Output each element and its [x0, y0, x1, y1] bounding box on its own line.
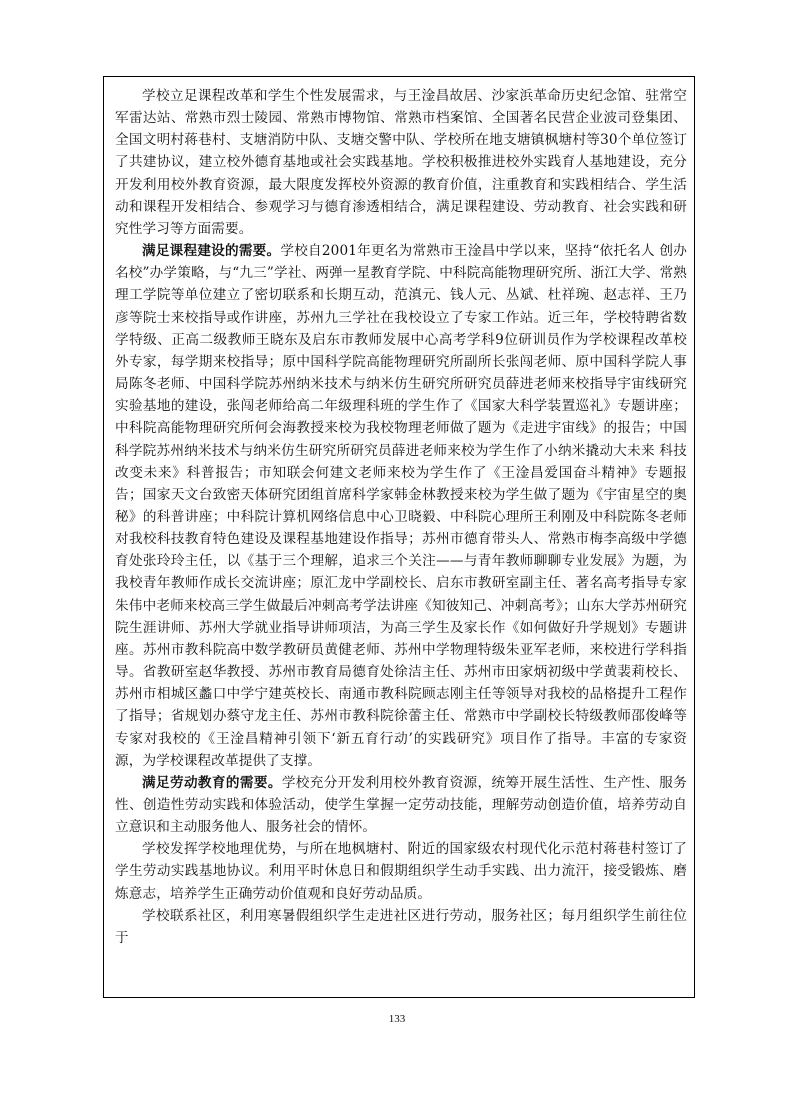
page-number: 133 [388, 1013, 406, 1025]
paragraph-text: 学校联系社区，利用寒暑假组织学生走进社区进行劳动，服务社区；每月组织学生前往位于 [115, 907, 687, 946]
paragraph-lead-heading: 满足课程建设的需要。 [142, 243, 281, 260]
paragraph-text: 学校充分开发利用校外教育资源，统筹开展生活性、生产性、服务性、创造性劳动实践和体验活动，使学生掌握一定劳动技能，理解劳动创造价值，培养劳动自立意识和主动服务他人、服务社会的情怀。 [115, 774, 687, 836]
paragraph-text: 学校自2001年更名为常熟市王淦昌中学以来，坚持“依托名人 创办名校”办学策略，与“九三”学社、两弹一星教育学院、中科院高能物理研究所、浙江大学、常熟理工学院等单位建立了密切联系和长期互动，范滇元、钱人元、丛斌、杜祥琬、赵志祥、王乃彦等院士来校指导或作讲座，苏州九三学社在我校设立了专家工作站。近三年，学校特聘省数学特级、正高二级教师王晓东及启东市教师发展中心高考学科9位研训员作为学校课程改革校外专家，每学期来校指导；原中国科学院高能物理研究所副所长张闯老师、原中国科学院人事局陈冬老师、中国科学院苏州纳米技术与纳米仿生研究所研究员薛进老师来校指导宇宙线研究实验基地的建设，张闯老师给高二年级理科班的学生作了《国家大科学装置巡礼》专题讲座；中科院高能物理研究所何会海教授来校为我校物理老师做了题为《走进宇宙线》的报告；中国科学院苏州纳米技术与纳米仿生研究所研究员薛进老师来校为学生作了小纳米撬动大未来 科技改变未来》科普报告；市知联会何建文老师来校为学生作了《王淦昌爱国奋斗精神》专题报告；国家天文台致密天体研究团组首席科学家韩金林教授来校为学生做了题为《宇宙星空的奥秘》的科普讲座；中科院计算机网络信息中心卫晓毅、中科院心理所王利刚及中科院陈冬老师对我校科技教育特色建设及课程基地建设作指导；苏州市德育带头人、常熟市梅李高级中学德育处张玲玲主任，以《基于三个理解，追求三个关注——与青年教师聊聊专业发展》为题，为我校青年教师作成长交流讲座；原汇龙中学副校长、启东市教研室副主任、著名高考指导专家朱伟中老师来校高三学生做最后冲刺高考学法讲座《知彼知己、冲刺高考》；山东大学苏州研究院生涯讲师、苏州大学就业指导讲师项洁，为高三学生及家长作《如何做好升学规划》专题讲座。苏州市教科院高中数学教研员黄健老师、苏州中学物理特级朱亚军老师，来校进行学科指导。省教研室赵华教授、苏州市教育局德育处徐洁主任、苏州市田家炳初级中学黄裴莉校长、苏州市相城区蠡口中学宁建英校长、南通市教科院顾志刚主任等领导对我校的品格提升工程作了指导；省规划办蔡守龙主任、苏州市教科院徐蕾主任、常熟市中学副校长特级教师邵俊峰等专家对我校的《王淦昌精神引领下‘新五育行动’的实践研究》项目作了指导。丰富的专家资源，为学校课程改革提供了支撑。 [115, 243, 688, 769]
paragraph-partners [115, 85, 687, 240]
paragraph-text: 学校立足课程改革和学生个性发展需求，与王淦昌故居、沙家浜革命历史纪念馆、驻常空军雷达站、常熟市烈士陵园、常熟市博物馆、常熟市档案馆、全国著名民营企业波司登集团、全国文明村蒋巷村、支塘消防中队、支塘交警中队、学校所在地支塘镇枫塘村等30个单位签订了共建协议，建立校外德育基地或社会实践基地。学校积极推进校外实践育人基地建设，充分开发利用校外教育资源，最大限度发挥校外资源的教育价值，注重教育和实践相结合、学生活动和课程开发相结合、参观学习与德育渗透相结合，满足课程建设、劳动教育、社会实践和研究性学习等方面需要。 [115, 88, 687, 237]
paragraph-text: 学校发挥学校地理优势，与所在地枫塘村、附近的国家级农村现代化示范村蒋巷村签订了学生劳动实践基地协议。利用平时休息日和假期组织学生动手实践、出力流汗，接受锻炼、磨炼意志，培养学生正确劳动价值观和良好劳动品质。 [115, 841, 687, 902]
paragraph-labor-needs [115, 772, 687, 838]
document-body [115, 85, 687, 949]
paragraph-village-base [115, 838, 687, 904]
paragraph-community [115, 905, 687, 949]
paragraph-lead-heading: 满足劳动教育的需要。 [142, 774, 282, 791]
document-frame [103, 76, 695, 998]
paragraph-curriculum-needs [115, 240, 687, 772]
